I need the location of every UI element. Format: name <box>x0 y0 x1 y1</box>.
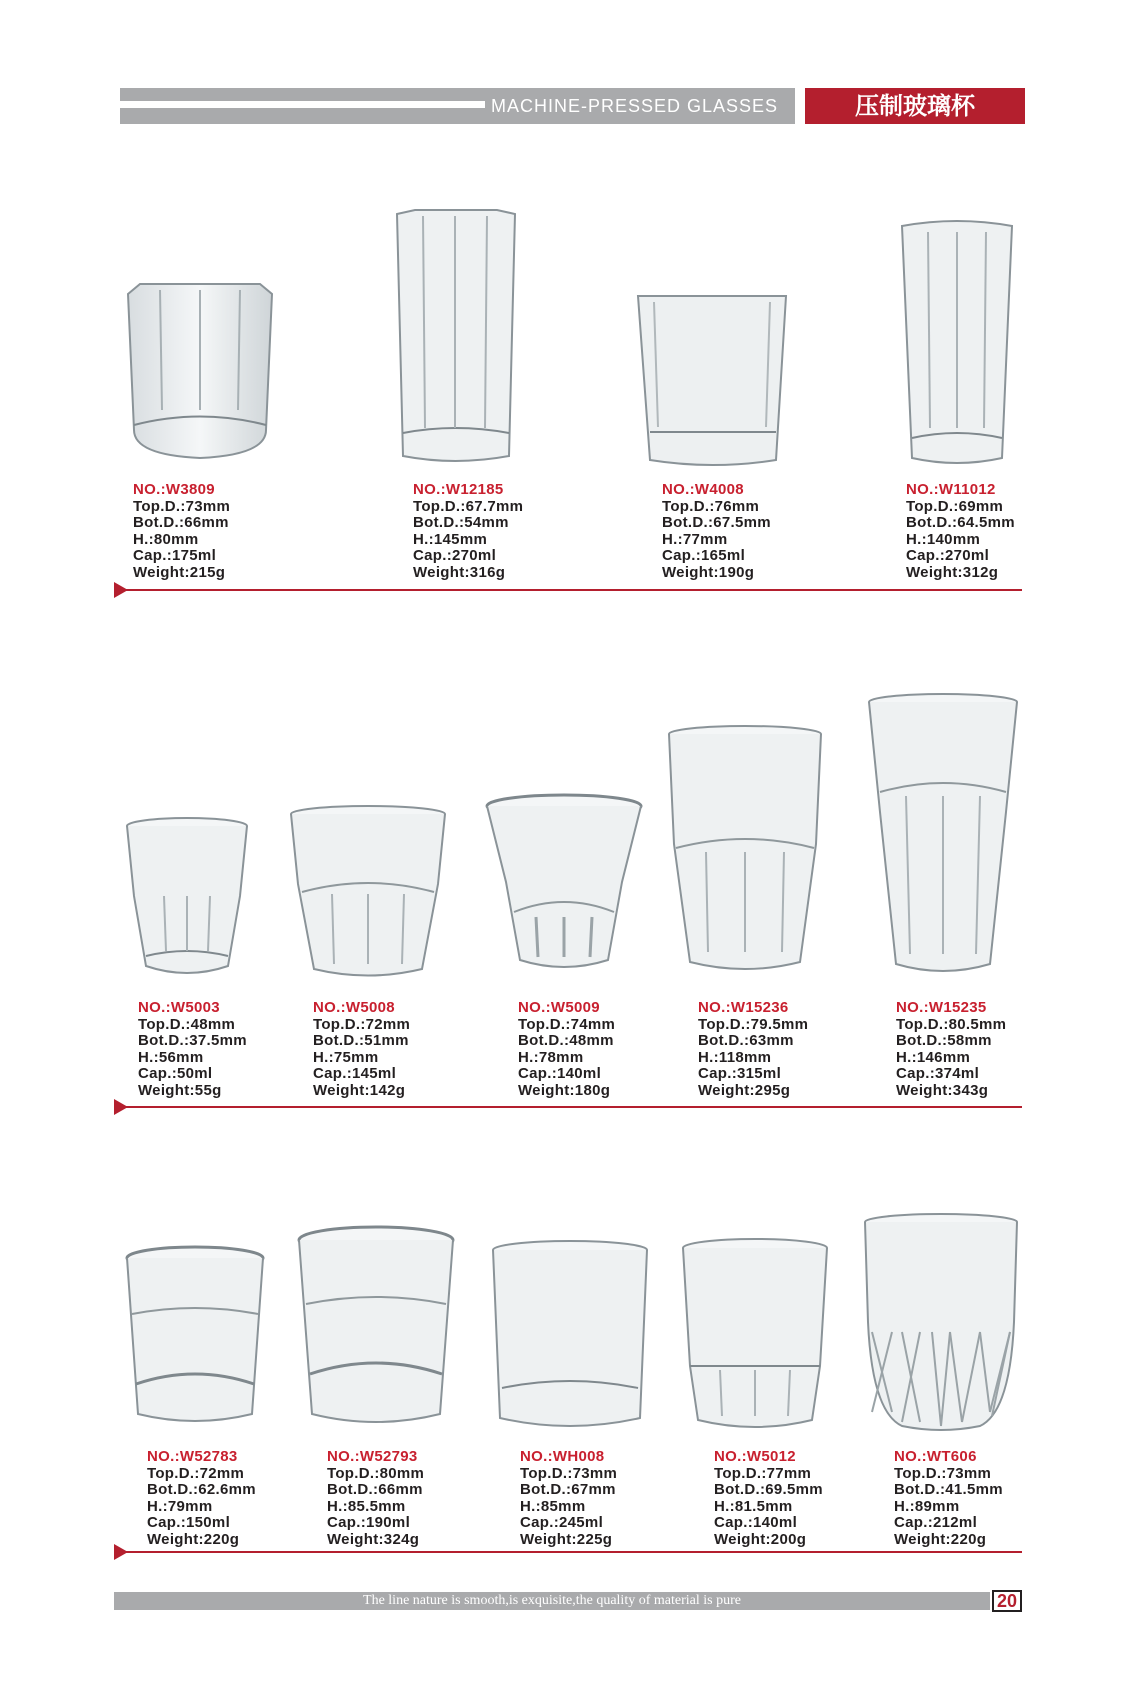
model-number: NO.:W5008 <box>313 999 395 1016</box>
top-diameter: Top.D.:73mm <box>133 497 231 515</box>
model-number: NO.:WH008 <box>520 1448 605 1465</box>
model-number: NO.:W5012 <box>714 1448 796 1465</box>
weight: Weight:295g <box>698 1081 791 1099</box>
height: H.:118mm <box>698 1048 772 1066</box>
height: H.:145mm <box>413 530 488 548</box>
capacity: Cap.:212ml <box>894 1514 978 1531</box>
weight: Weight:225g <box>520 1530 613 1548</box>
capacity: Cap.:270ml <box>906 547 990 564</box>
weight: Weight:316g <box>413 563 506 581</box>
glass-image <box>490 1238 650 1434</box>
height: H.:146mm <box>896 1048 971 1066</box>
bottom-diameter: Bot.D.:62.6mm <box>147 1481 256 1498</box>
top-diameter: Top.D.:77mm <box>714 1464 812 1482</box>
glass-image <box>866 692 1020 978</box>
height: H.:85.5mm <box>327 1497 406 1515</box>
glass-image <box>124 1244 266 1430</box>
top-diameter: Top.D.:73mm <box>894 1464 992 1482</box>
header-title-en: MACHINE-PRESSED GLASSES <box>485 94 795 118</box>
model-number: NO.:W15235 <box>896 999 987 1016</box>
bottom-diameter: Bot.D.:37.5mm <box>138 1032 247 1049</box>
weight: Weight:220g <box>147 1530 240 1548</box>
glass-image <box>124 816 250 982</box>
top-diameter: Top.D.:80.5mm <box>896 1015 1007 1033</box>
bottom-diameter: Bot.D.:66mm <box>327 1481 423 1498</box>
glass-image <box>898 218 1016 472</box>
model-number: NO.:W52793 <box>327 1448 418 1465</box>
bottom-diameter: Bot.D.:67mm <box>520 1481 616 1498</box>
capacity: Cap.:245ml <box>520 1514 604 1531</box>
capacity: Cap.:165ml <box>662 547 746 564</box>
top-diameter: Top.D.:67.7mm <box>413 497 524 515</box>
height: H.:77mm <box>662 530 728 548</box>
top-diameter: Top.D.:48mm <box>138 1015 236 1033</box>
bottom-diameter: Bot.D.:58mm <box>896 1032 992 1049</box>
capacity: Cap.:270ml <box>413 547 497 564</box>
glass-image <box>484 792 644 976</box>
bottom-diameter: Bot.D.:63mm <box>698 1032 794 1049</box>
top-diameter: Top.D.:80mm <box>327 1464 425 1482</box>
top-diameter: Top.D.:76mm <box>662 497 760 515</box>
height: H.:75mm <box>313 1048 379 1066</box>
weight: Weight:200g <box>714 1530 807 1548</box>
top-diameter: Top.D.:73mm <box>520 1464 618 1482</box>
capacity: Cap.:190ml <box>327 1514 411 1531</box>
weight: Weight:55g <box>138 1081 222 1099</box>
height: H.:85mm <box>520 1497 586 1515</box>
bottom-diameter: Bot.D.:48mm <box>518 1032 614 1049</box>
glass-image <box>666 724 824 976</box>
model-number: NO.:W5003 <box>138 999 220 1016</box>
glass-image <box>120 280 280 470</box>
model-number: NO.:W4008 <box>662 481 744 498</box>
weight: Weight:312g <box>906 563 999 581</box>
top-diameter: Top.D.:69mm <box>906 497 1004 515</box>
bottom-diameter: Bot.D.:66mm <box>133 514 229 531</box>
capacity: Cap.:140ml <box>714 1514 798 1531</box>
model-number: NO.:W5009 <box>518 999 600 1016</box>
height: H.:140mm <box>906 530 981 548</box>
glass-image <box>393 208 518 470</box>
weight: Weight:142g <box>313 1081 406 1099</box>
weight: Weight:180g <box>518 1081 611 1099</box>
capacity: Cap.:315ml <box>698 1065 782 1082</box>
capacity: Cap.:145ml <box>313 1065 397 1082</box>
bottom-diameter: Bot.D.:67.5mm <box>662 514 771 531</box>
weight: Weight:215g <box>133 563 226 581</box>
bottom-diameter: Bot.D.:69.5mm <box>714 1481 823 1498</box>
model-number: NO.:W52783 <box>147 1448 238 1465</box>
bottom-diameter: Bot.D.:41.5mm <box>894 1481 1003 1498</box>
capacity: Cap.:140ml <box>518 1065 602 1082</box>
page-number: 20 <box>992 1590 1022 1612</box>
glass-image <box>288 804 448 984</box>
top-diameter: Top.D.:74mm <box>518 1015 616 1033</box>
model-number: NO.:W15236 <box>698 999 789 1016</box>
weight: Weight:220g <box>894 1530 987 1548</box>
capacity: Cap.:175ml <box>133 547 217 564</box>
capacity: Cap.:374ml <box>896 1065 980 1082</box>
glass-image <box>634 292 790 472</box>
weight: Weight:343g <box>896 1081 989 1099</box>
top-diameter: Top.D.:72mm <box>147 1464 245 1482</box>
height: H.:89mm <box>894 1497 960 1515</box>
row-divider <box>116 1106 1022 1108</box>
model-number: NO.:W3809 <box>133 481 215 498</box>
glass-image <box>862 1212 1020 1434</box>
bottom-diameter: Bot.D.:54mm <box>413 514 509 531</box>
height: H.:78mm <box>518 1048 584 1066</box>
height: H.:56mm <box>138 1048 204 1066</box>
top-diameter: Top.D.:72mm <box>313 1015 411 1033</box>
capacity: Cap.:150ml <box>147 1514 231 1531</box>
glass-image <box>680 1236 830 1434</box>
model-number: NO.:WT606 <box>894 1448 977 1465</box>
height: H.:79mm <box>147 1497 213 1515</box>
height: H.:80mm <box>133 530 199 548</box>
bottom-diameter: Bot.D.:51mm <box>313 1032 409 1049</box>
row-divider <box>116 1551 1022 1553</box>
weight: Weight:324g <box>327 1530 420 1548</box>
model-number: NO.:W12185 <box>413 481 504 498</box>
footer-tagline: The line nature is smooth,is exquisite,the quality of material is pure <box>114 1592 990 1610</box>
top-diameter: Top.D.:79.5mm <box>698 1015 809 1033</box>
header-title-cn: 压制玻璃杯 <box>805 88 1025 124</box>
glass-image <box>296 1224 456 1430</box>
model-number: NO.:W11012 <box>906 481 996 498</box>
weight: Weight:190g <box>662 563 755 581</box>
height: H.:81.5mm <box>714 1497 793 1515</box>
row-divider <box>116 589 1022 591</box>
bottom-diameter: Bot.D.:64.5mm <box>906 514 1015 531</box>
capacity: Cap.:50ml <box>138 1065 213 1082</box>
